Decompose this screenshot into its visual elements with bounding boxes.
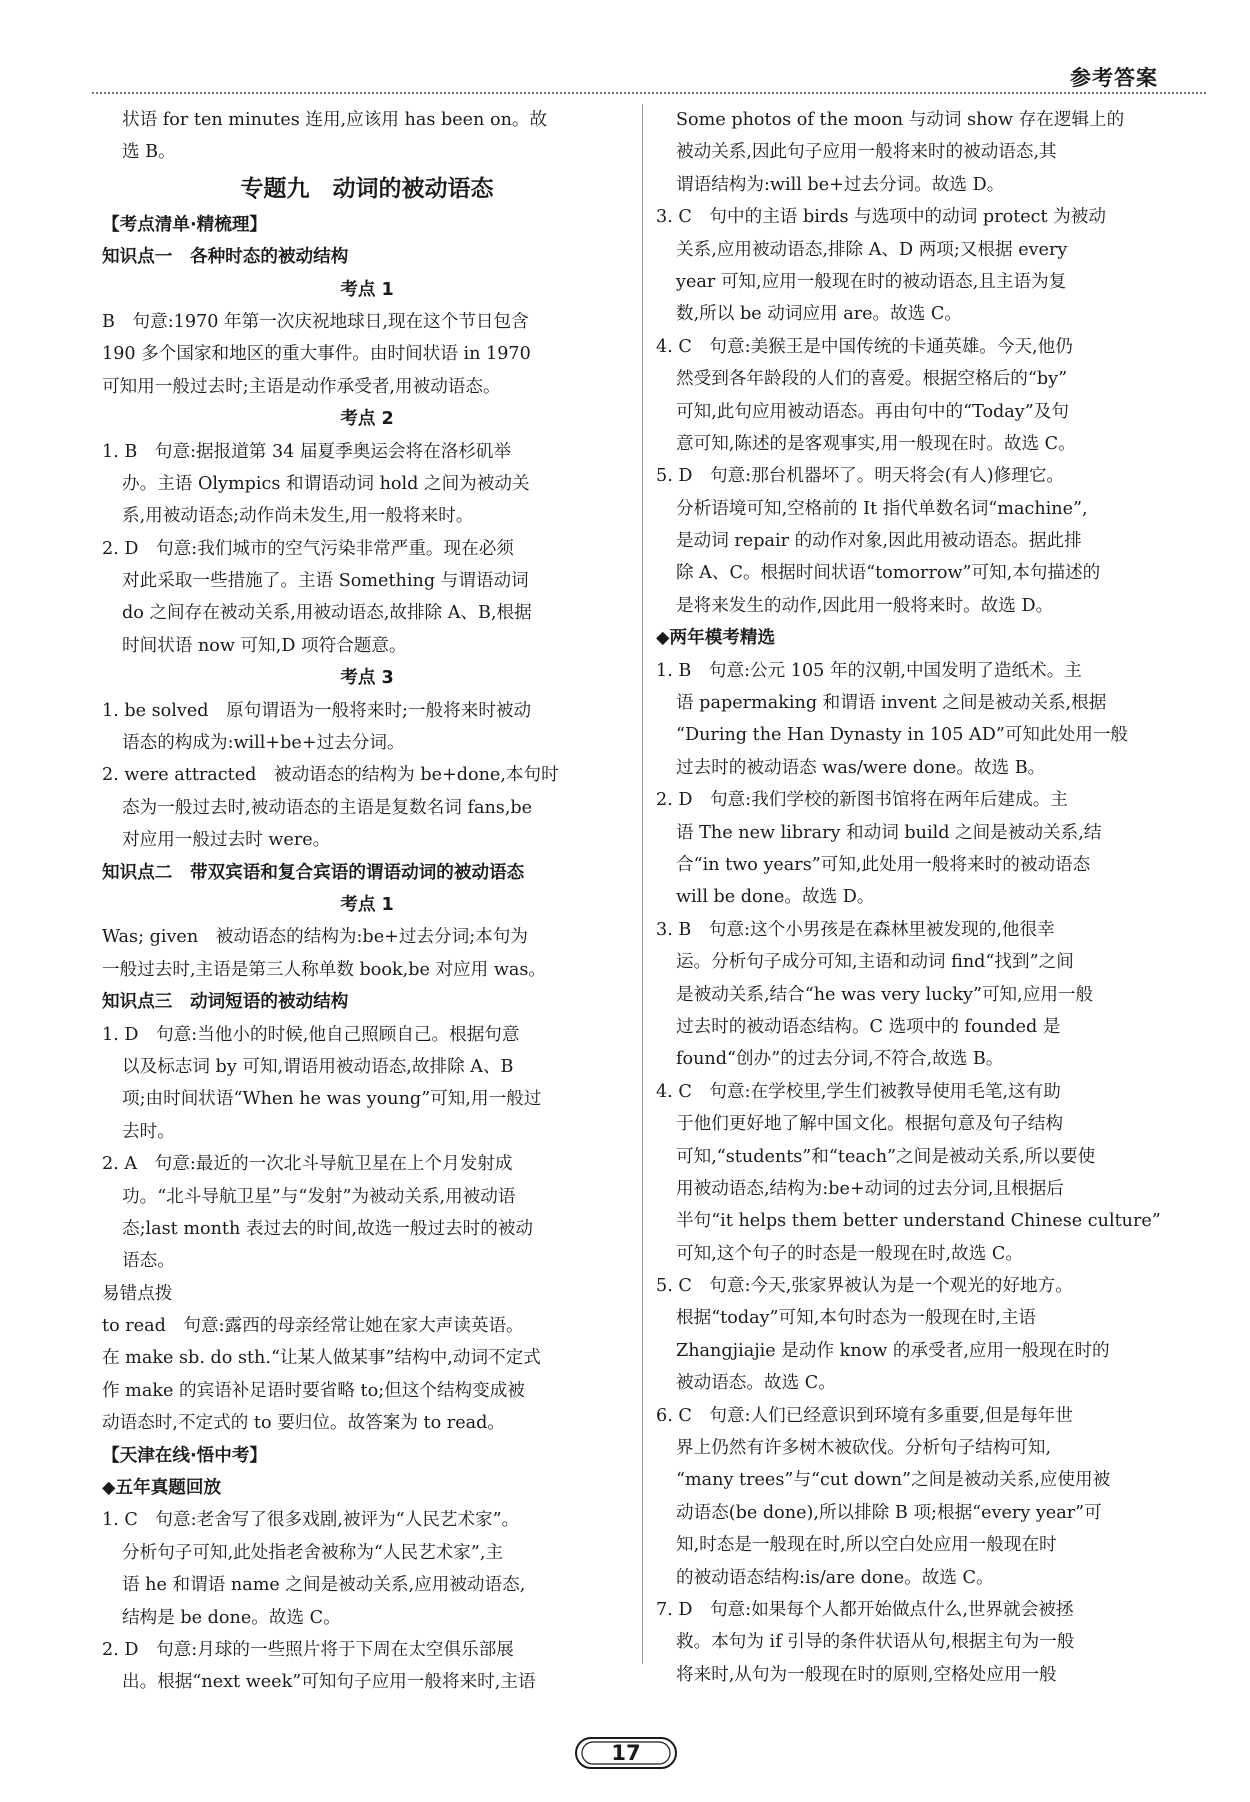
text-line: 以及标志词 by 可知,谓语用被动语态,故排除 A、B (122, 1056, 514, 1077)
text-line: 2. D 句意:我们城市的空气污染非常严重。现在必须 (102, 538, 514, 559)
text-line: 语 he 和谓语 name 之间是被动关系,应用被动语态, (122, 1575, 526, 1596)
text-line: 被动语态。故选 C。 (676, 1373, 836, 1394)
text-line: 2. A 句意:最近的一次北斗导航卫星在上个月发射成 (102, 1154, 513, 1175)
text-line: 1. be solved 原句谓语为一般将来时;一般将来时被动 (102, 700, 532, 721)
section-heading: 知识点三 动词短语的被动结构 (102, 992, 349, 1013)
text-line: 语 papermaking 和谓语 invent 之间是被动关系,根据 (676, 693, 1107, 714)
column-divider (642, 104, 643, 1664)
text-line: 分析语境可知,空格前的 It 指代单数名词“machine”, (676, 498, 1088, 519)
page-number: 17 (611, 1741, 641, 1765)
text-line: 是被动关系,结合“he was very lucky”可知,应用一般 (676, 984, 1094, 1005)
section-heading: 知识点二 带双宾语和复合宾语的谓语动词的被动语态 (102, 862, 525, 883)
section-heading: ◆两年模考精选 (656, 628, 776, 649)
text-line: 语 The new library 和动词 build 之间是被动关系,结 (676, 822, 1102, 843)
text-line: 除 A、C。根据时间状语“tomorrow”可知,本句描述的 (676, 563, 1101, 584)
text-line: 办。主语 Olympics 和谓语动词 hold 之间为被动关 (122, 473, 530, 494)
text-line: 语态。 (122, 1251, 175, 1272)
text-line: 2. D 句意:月球的一些照片将于下周在太空俱乐部展 (102, 1639, 514, 1660)
text-line: 知,时态是一般现在时,所以空白处应用一般现在时 (676, 1535, 1057, 1556)
text-line: 被动关系,因此句子应用一般将来时的被动语态,其 (676, 142, 1057, 163)
text-line: 易错点拨 (102, 1283, 173, 1304)
kaodian-heading: 考点 1 (340, 279, 394, 300)
text-line: 出。根据“next week”可知句子应用一般将来时,主语 (122, 1672, 536, 1693)
text-line: do 之间存在被动关系,用被动语态,故排除 A、B,根据 (122, 603, 532, 624)
text-line: 项;由时间状语“When he was young”可知,用一般过 (122, 1089, 542, 1110)
section-heading: 【考点清单·精梳理】 (102, 214, 268, 235)
text-line: 系,用被动语态;动作尚未发生,用一般将来时。 (122, 506, 474, 527)
text-line: 功。“北斗导航卫星”与“发射”为被动关系,用被动语 (122, 1186, 516, 1207)
text-line: 过去时的被动语态结构。C 选项中的 founded 是 (676, 1016, 1061, 1037)
text-line: 合“in two years”可知,此处用一般将来时的被动语态 (676, 854, 1091, 875)
text-line: 的被动语态结构:is/are done。故选 C。 (676, 1567, 994, 1588)
text-line: 可知,此句应用被动语态。再由句中的“Today”及句 (676, 401, 1069, 422)
text-line: year 可知,应用一般现在时的被动语态,且主语为复 (676, 271, 1067, 292)
text-line: B 句意:1970 年第一次庆祝地球日,现在这个节日包含 (102, 311, 529, 332)
text-line: 可知,这个句子的时态是一般现在时,故选 C。 (676, 1243, 1023, 1264)
text-line: 动语态时,不定式的 to 要归位。故答案为 to read。 (102, 1413, 505, 1434)
text-line: 用被动语态,结构为:be+动词的过去分词,且根据后 (676, 1178, 1064, 1199)
section-heading: ◆五年真题回放 (102, 1478, 222, 1499)
page-number-badge (574, 1736, 678, 1770)
text-line: 语态的构成为:will+be+过去分词。 (122, 733, 405, 754)
text-line: 救。本句为 if 引导的条件状语从句,根据主句为一般 (676, 1632, 1075, 1653)
text-line: 5. C 句意:今天,张家界被认为是一个观光的好地方。 (656, 1276, 1073, 1297)
text-line: 运。分析句子成分可知,主语和动词 find“找到”之间 (676, 952, 1074, 973)
text-line: Was; given 被动语态的结构为:be+过去分词;本句为 (102, 927, 528, 948)
text-line: 分析句子可知,此处指老舍被称为“人民艺术家”,主 (122, 1542, 504, 1563)
text-line: 对此采取一些措施了。主语 Something 与谓语动词 (122, 571, 529, 592)
text-line: 4. C 句意:在学校里,学生们被教导使用毛笔,这有助 (656, 1081, 1061, 1102)
text-line: 1. D 句意:当他小的时候,他自己照顾自己。根据句意 (102, 1024, 520, 1045)
kaodian-heading: 考点 2 (340, 409, 394, 430)
text-line: 4. C 句意:美猴王是中国传统的卡通英雄。今天,他仍 (656, 336, 1073, 357)
text-line: 过去时的被动语态 was/were done。故选 B。 (676, 757, 1046, 778)
right-column (656, 104, 1186, 1691)
text-line: 界上仍然有许多树木被砍伐。分析句子结构可知, (676, 1438, 1052, 1459)
text-line: 3. C 句中的主语 birds 与选项中的动词 protect 为被动 (656, 207, 1106, 228)
section-heading: 知识点一 各种时态的被动结构 (102, 247, 349, 268)
text-line: will be done。故选 D。 (676, 887, 875, 908)
text-line: 作 make 的宾语补足语时要省略 to;但这个结构变成被 (102, 1380, 525, 1401)
chapter-title: 专题九 动词的被动语态 (240, 175, 494, 202)
text-line: 2. D 句意:我们学校的新图书馆将在两年后建成。主 (656, 790, 1068, 811)
text-line: 将来时,从句为一般现在时的原则,空格处应用一般 (676, 1664, 1057, 1685)
text-line: “many trees”与“cut down”之间是被动关系,应使用被 (676, 1470, 1111, 1491)
text-line: 是动词 repair 的动作对象,因此用被动语态。据此排 (676, 531, 1082, 552)
text-line: Zhangjiajie 是动作 know 的承受者,应用一般现在时的 (676, 1340, 1110, 1361)
text-line: “During the Han Dynasty in 105 AD”可知此处用一般 (676, 725, 1129, 746)
text-line: 状语 for ten minutes 连用,应该用 has been on。故 (122, 110, 548, 130)
text-line: 在 make sb. do sth.“让某人做某事”结构中,动词不定式 (102, 1348, 541, 1369)
text-line: 谓语结构为:will be+过去分词。故选 D。 (676, 174, 1005, 195)
text-line: 关系,应用被动语态,排除 A、D 两项;又根据 every (676, 239, 1068, 260)
text-line: found“创办”的过去分词,不符合,故选 B。 (676, 1049, 1004, 1070)
text-line: 一般过去时,主语是第三人称单数 book,be 对应用 was。 (102, 959, 547, 980)
header-label: 参考答案 (1070, 66, 1158, 90)
text-line: 可知用一般过去时;主语是动作承受者,用被动语态。 (102, 376, 501, 397)
text-line: 动语态(be done),所以排除 B 项;根据“every year”可 (676, 1502, 1102, 1523)
text-line: 时间状语 now 可知,D 项符合题意。 (122, 635, 407, 656)
kaodian-heading: 考点 3 (340, 668, 394, 689)
text-line: 选 B。 (122, 142, 176, 163)
text-line: 对应用一般过去时 were。 (122, 830, 331, 851)
text-line: 根据“today”可知,本句时态为一般现在时,主语 (676, 1308, 1037, 1329)
text-line: 意可知,陈述的是客观事实,用一般现在时。故选 C。 (676, 433, 1076, 454)
left-column (102, 104, 632, 1699)
text-line: 数,所以 be 动词应用 are。故选 C。 (676, 304, 962, 325)
text-line: 态;last month 表过去的时间,故选一般过去时的被动 (122, 1218, 534, 1239)
text-line: 于他们更好地了解中国文化。根据句意及句子结构 (676, 1114, 1064, 1135)
text-line: 是将来发生的动作,因此用一般将来时。故选 D。 (676, 595, 1054, 616)
text-line: 结构是 be done。故选 C。 (122, 1607, 341, 1628)
text-line: 6. C 句意:人们已经意识到环境有多重要,但是每年世 (656, 1405, 1073, 1426)
text-line: to read 句意:露西的母亲经常让她在家大声读英语。 (102, 1316, 524, 1337)
text-line: 可知,“students”和“teach”之间是被动关系,所以要使 (676, 1146, 1096, 1167)
kaodian-heading: 考点 1 (340, 894, 394, 915)
text-line: 7. D 句意:如果每个人都开始做点什么,世界就会被拯 (656, 1599, 1074, 1620)
section-heading: 【天津在线·悟中考】 (102, 1445, 268, 1466)
text-line: 然受到各年龄段的人们的喜爱。根据空格后的“by” (676, 369, 1068, 390)
text-line: 3. B 句意:这个小男孩是在森林里被发现的,他很幸 (656, 919, 1055, 940)
text-line: 5. D 句意:那台机器坏了。明天将会(有人)修理它。 (656, 466, 1065, 487)
header-rule (92, 92, 1206, 94)
text-line: 1. B 句意:公元 105 年的汉朝,中国发明了造纸术。主 (656, 660, 1082, 681)
text-line: 1. C 句意:老舍写了很多戏剧,被评为“人民艺术家”。 (102, 1510, 520, 1531)
text-line: 2. were attracted 被动语态的结构为 be+done,本句时 (102, 765, 559, 786)
text-line: 半句“it helps them better understand Chinese culture” (676, 1211, 1161, 1232)
text-line: 态为一般过去时,被动语态的主语是复数名词 fans,be (122, 797, 533, 818)
text-line: 190 多个国家和地区的重大事件。由时间状语 in 1970 (102, 344, 531, 365)
text-line: 1. B 句意:据报道第 34 届夏季奥运会将在洛杉矶举 (102, 441, 512, 462)
text-line: Some photos of the moon 与动词 show 存在逻辑上的 (676, 110, 1125, 130)
text-line: 去时。 (122, 1121, 175, 1142)
